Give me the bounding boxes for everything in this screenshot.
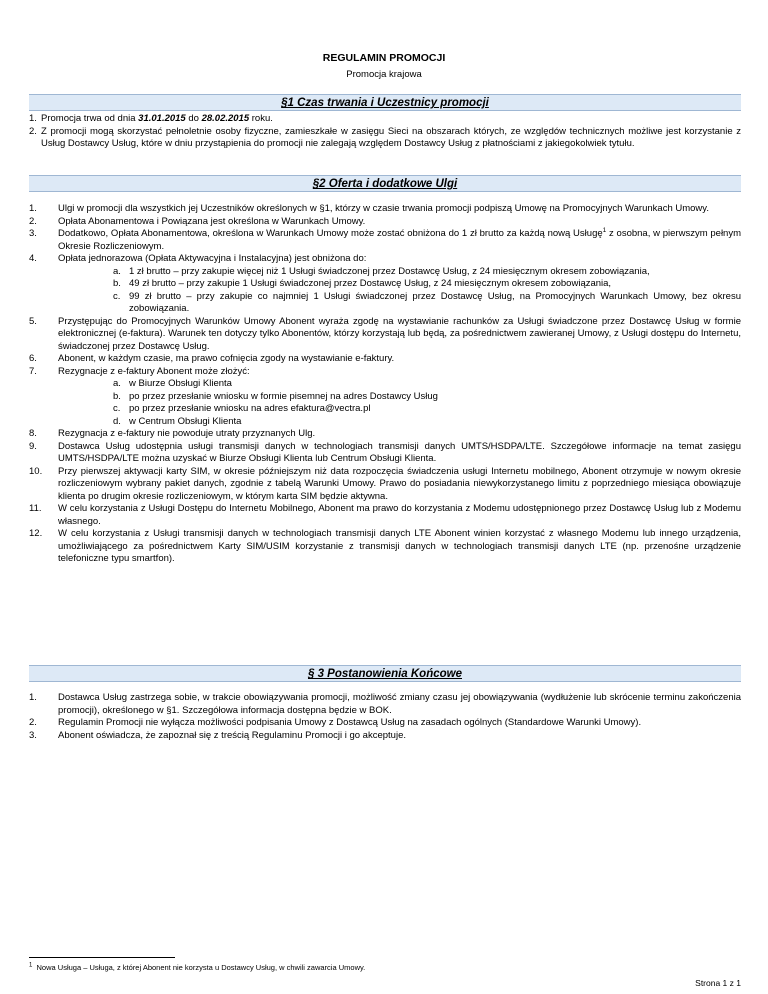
page-number: Strona 1 z 1: [695, 978, 741, 988]
list-item: 2. Z promocji mogą skorzystać pełnoletnie osoby fizyczne, zamieszkałe w zasięgu Sieci na obszarach których, ze względów technicznych możliwe jest korzystanie z Usług Dostawcy Usług, które w dniu przystąpienia do promocji nie zalegają względem Dostawcy Usług z płatnościami z jakiegokolwiek tytułu.: [29, 125, 741, 149]
document-subtitle: Promocja krajowa: [346, 69, 422, 80]
list-item: 10. Przy pierwszej aktywacji karty SIM, w okresie późniejszym niż data rozpoczęcia świadczenia usługi Internetu mobilnego, Abonent otrzymuje w nowym okresie rozliczeniowym wybrany pakiet danych, zgodnie z tabelą Warunki Umowy. Prawo do posiadania niewykorzystanego limitu z poprzedniego miesiąca obowiązuje klienta po drugim okresie rozliczeniowym, w którym karta SIM będzie aktywna.: [29, 465, 741, 502]
sub-list-item: c. po przez przesłanie wniosku na adres efaktura@vectra.pl: [113, 403, 371, 414]
list-item: 1. Ulgi w promocji dla wszystkich jej Uczestników określonych w §1, którzy w czasie trwania promocji podpiszą Umowę na Promocyjnych Warunkach Umowy.: [29, 203, 709, 214]
section-1-list: [29, 113, 741, 151]
start-date: 31.01.2015: [138, 113, 186, 124]
list-item: 8. Rezygnacja z e-faktury nie powoduje utraty przyznanych Ulg.: [29, 428, 316, 439]
list-item: 5. Przystępując do Promocyjnych Warunków Umowy Abonent wyraża zgodę na wystawianie rachunków za Usługi świadczone przez Dostawcę Usług w formie elektronicznej (e-faktura). Warunek ten dotyczy tylko Abonentów, którzy korzystają lub będą, za pośrednictwem zawieranej Umowy, z Usługi dostępu do Internetu, świadczonej przez Dostawcę Usług.: [29, 315, 741, 352]
sub-list-item: b. 49 zł brutto – przy zakupie 1 Usługi świadczonej przez Dostawcę Usług, z 24 miesięcznym okresem zobowiązania,: [113, 278, 612, 289]
section-2-list: [29, 203, 741, 566]
list-item: 3. Abonent oświadcza, że zapoznał się z treścią Regulaminu Promocji i go akceptuje.: [29, 729, 406, 741]
list-item: 11. W celu korzystania z Usługi Dostępu do Internetu Mobilnego, Abonent ma prawo do korzystania z Modemu udostępnionego przez Dostawcę Usług lub z Modemu własnego.: [29, 503, 741, 527]
list-item: 4. Opłata jednorazowa (Opłata Aktywacyjna i Instalacyjna) jest obniżona do: a. 1 zł brutto – przy zakupie więcej niż 1 Usługi świadczonej przez Dostawcę Usług, z 24 miesięcznym okresem zobowiązania, b. 49 zł brutto – przy zakupie 1 Usługi świadczonej przez Dostawcę Usług, z 24 miesięcznym okresem zobowiązania, c. 99 zł brutto – przy zakupie co najmniej 1 Usługi świadczonej przez Dostawcę Usług, na Promocyjnych Warunkach Umowy, bez okresu zobowiązania.: [29, 253, 741, 314]
list-item: 7. Rezygnacje z e-faktury Abonent może złożyć: a. w Biurze Obsługi Klienta b. po przez przesłanie wniosku w formie pisemnej na adres Dostawcy Usług c. po przez przesłanie wniosku na adres efaktura@vectra.pl d. w Centrum Obsługi Klienta: [29, 366, 741, 429]
list-item: 1. Dostawca Usług zastrzega sobie, w trakcie obowiązywania promocji, możliwość zmiany czasu jej obowiązywania (wydłużenie lub skrócenie terminu zakończenia promocji), określonego w §1. Szczegółowa informacja dostępna będzie w BOK.: [29, 692, 741, 716]
sub-list-item: a. w Biurze Obsługi Klienta: [113, 378, 232, 389]
section-1-heading: §1 Czas trwania i Uczestnicy promocji: [29, 94, 741, 111]
list-item: 12. W celu korzystania z Usługi transmisji danych w technologiach transmisji danych LTE Abonent winien korzystać z własnego Modemu lub innego urządzenia, umożliwiającego za pośrednictwem Karty SIM/USIM korzystanie z transmisji danych w technologiach transmisji danych LTE (np. przenośne urządzenie telefoniczne typu smartfon).: [29, 528, 741, 564]
list-item: 3. Dodatkowo, Opłata Abonamentowa, określona w Warunkach Umowy może zostać obniżona do 1 zł brutto za każdą nową Usługę$^1$ z osobna, w pierwszym pełnym Okresie Rozliczeniowym.: [29, 226, 741, 252]
sub-list-item: c. 99 zł brutto – przy zakupie co najmniej 1 Usługi świadczonej przez Dostawcę Usług, na Promocyjnych Warunkach Umowy, bez okresu zobowiązania.: [113, 290, 741, 314]
sub-list-item: b. po przez przesłanie wniosku w formie pisemnej na adres Dostawcy Usług: [113, 390, 438, 402]
document-title: REGULAMIN PROMOCJI: [322, 52, 446, 64]
list-item: 9. Dostawca Usług udostępnia usługi transmisji danych w technologiach transmisji danych UMTS/HSDPA/LTE. Szczegółowe informacje na temat zasięgu UMTS/HSDPA/LTE można uzyskać w Biurze Obsługi Klienta lub Centrum Obsługi Klienta.: [29, 440, 741, 464]
footnote-separator: [29, 957, 175, 958]
sub-list-item: d. w Centrum Obsługi Klienta: [113, 415, 242, 427]
section-3-heading: § 3 Postanowienia Końcowe: [29, 665, 741, 682]
sub-list-item: a. 1 zł brutto – przy zakupie więcej niż 1 Usługi świadczonej przez Dostawcę Usług, z 24 miesięcznym okresem zobowiązania,: [113, 265, 650, 277]
list-item: 2. Regulamin Promocji nie wyłącza możliwości podpisania Umowy z Dostawcą Usług na zasadach ogólnych (Standardowe Warunki Umowy).: [29, 717, 642, 728]
section-3-list: [29, 692, 741, 742]
sub-list: [58, 266, 741, 316]
sub-list: [58, 378, 741, 428]
list-item: 1. Promocja trwa od dnia 31.01.2015 do 28.02.2015 roku.: [29, 113, 273, 124]
footnote: $^1$ Nowa Usługa – Usługa, z której Abonent nie korzysta u Dostawcy Usług, w chwili zawarcia Umowy.: [29, 962, 366, 972]
section-2-heading: §2 Oferta i dodatkowe Ulgi: [29, 175, 741, 192]
end-date: 28.02.2015: [201, 113, 250, 124]
list-item: 2. Opłata Abonamentowa i Powiązana jest określona w Warunkach Umowy.: [29, 215, 366, 227]
list-item: 6. Abonent, w każdym czasie, ma prawo cofnięcia zgody na wystawianie e-faktury.: [29, 353, 395, 364]
footnote-ref: 1: [602, 226, 607, 234]
